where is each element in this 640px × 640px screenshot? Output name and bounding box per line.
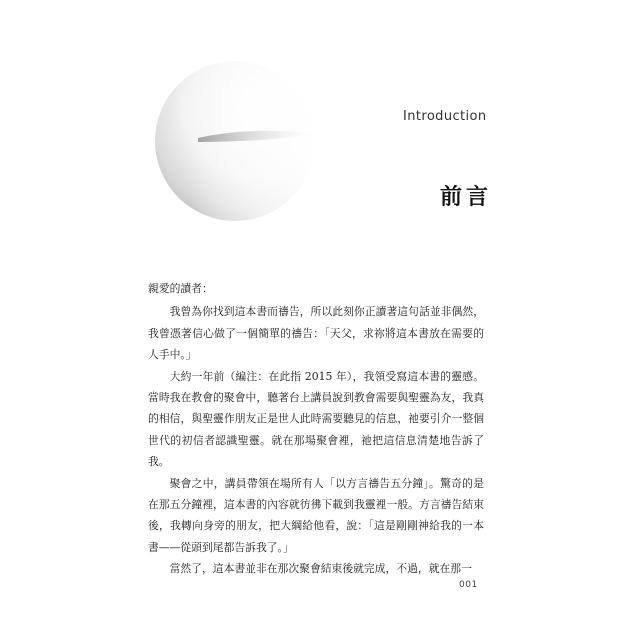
section-label: Introduction	[403, 109, 487, 124]
paragraph: 大約一年前（編注：在此指 2015 年），我領受寫這本書的靈感。當時我在教會的聚會中，聽著台上講員說到教會需要與聖靈為友，我真的相信，與聖靈作朋友正是世人此時需要聽見的信息，祂要引介一整個世代的初信者認識聖靈。就在那場聚會裡，祂把這信息清楚地告訴了我。	[148, 369, 484, 469]
body-text	[148, 278, 484, 580]
decorative-sphere-graphic	[150, 56, 320, 226]
page-number: 001	[459, 580, 478, 590]
chapter-title: 前言	[440, 185, 493, 210]
salutation: 親愛的讀者：	[148, 282, 213, 295]
paragraph: 我曾為你找到這本書而禱告，所以此刻你正讀著這句話並非偶然，我曾憑著信心做了一個簡單的禱告：「天父，求祢將這本書放在需要的人手中。」	[148, 305, 484, 362]
paragraph: 當然了，這本書並非在那次聚會結束後就完成，不過，就在那一	[169, 562, 472, 576]
paragraph: 聚會之中，講員帶領在場所有人「以方言禱告五分鐘」。驚奇的是在那五分鐘裡，這本書的內容就彷彿下載到我靈裡一般。方言禱告結束後，我轉向身旁的朋友，把大綱給他看，說：「這是剛剛神給我的一本書——從頭到尾都告訴我了。」	[148, 476, 484, 554]
